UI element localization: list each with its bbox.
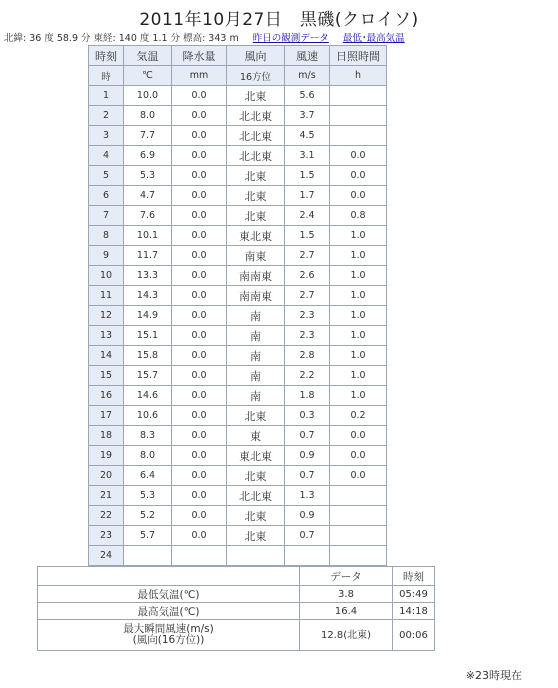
wind-speed-cell: 0.7 [285, 526, 330, 546]
temperature-cell: 6.4 [124, 466, 172, 486]
table-row [89, 486, 387, 506]
sunshine-cell: 1.0 [330, 366, 387, 386]
wind-speed-cell: 2.7 [285, 246, 330, 266]
prev-day-data-link[interactable]: 昨日の観測データ [252, 33, 329, 44]
sunshine-cell: 0.0 [330, 146, 387, 166]
wind-direction-cell: 南 [227, 366, 285, 386]
sunshine-cell: 1.0 [330, 286, 387, 306]
table-row [89, 246, 387, 266]
summary-header: データ [300, 567, 393, 586]
table-row [89, 406, 387, 426]
summary-value: 3.8 [300, 586, 393, 603]
temperature-cell: 10.0 [124, 86, 172, 106]
sunshine-cell: 1.0 [330, 386, 387, 406]
table-row [89, 446, 387, 466]
summary-time: 00:06 [393, 620, 435, 651]
wind-speed-cell: 3.7 [285, 106, 330, 126]
wind-direction-cell: 北北東 [227, 126, 285, 146]
temperature-cell: 13.3 [124, 266, 172, 286]
summary-row-max-temp [38, 603, 435, 620]
precipitation-cell: 0.0 [172, 486, 227, 506]
temperature-cell: 14.6 [124, 386, 172, 406]
location-info: 北緯: 36 度 58.9 分 東経: 140 度 1.1 分 標高: 343 m [4, 33, 239, 44]
wind-speed-cell: 0.9 [285, 446, 330, 466]
hour-cell: 19 [89, 446, 124, 466]
precipitation-cell: 0.0 [172, 166, 227, 186]
hour-cell: 15 [89, 366, 124, 386]
wind-speed-cell: 2.3 [285, 306, 330, 326]
hour-cell: 13 [89, 326, 124, 346]
temperature-cell: 7.6 [124, 206, 172, 226]
hour-cell: 4 [89, 146, 124, 166]
sunshine-cell [330, 486, 387, 506]
precipitation-cell: 0.0 [172, 86, 227, 106]
sunshine-cell: 1.0 [330, 346, 387, 366]
hour-cell: 14 [89, 346, 124, 366]
wind-speed-cell: 3.1 [285, 146, 330, 166]
sunshine-cell: 1.0 [330, 266, 387, 286]
daily-summary-table [37, 566, 435, 651]
precipitation-cell: 0.0 [172, 286, 227, 306]
precipitation-cell: 0.0 [172, 266, 227, 286]
precipitation-cell: 0.0 [172, 386, 227, 406]
temperature-cell: 5.3 [124, 166, 172, 186]
wind-direction-cell: 南南東 [227, 286, 285, 306]
sunshine-cell: 0.0 [330, 426, 387, 446]
wind-direction-cell: 北東 [227, 206, 285, 226]
sunshine-cell: 1.0 [330, 246, 387, 266]
precipitation-cell: 0.0 [172, 446, 227, 466]
wind-speed-cell: 2.8 [285, 346, 330, 366]
wind-direction-cell: 東 [227, 426, 285, 446]
station-info-bar [4, 30, 556, 44]
wind-direction-cell: 東北東 [227, 226, 285, 246]
wind-speed-cell: 4.5 [285, 126, 330, 146]
column-header: 風速 [285, 46, 330, 66]
sunshine-cell [330, 126, 387, 146]
table-row [89, 546, 387, 566]
wind-speed-cell: 1.8 [285, 386, 330, 406]
table-row [89, 266, 387, 286]
table-row [89, 186, 387, 206]
temperature-cell: 6.9 [124, 146, 172, 166]
wind-speed-cell: 0.9 [285, 506, 330, 526]
hour-cell: 9 [89, 246, 124, 266]
wind-direction-cell: 北東 [227, 86, 285, 106]
hour-cell: 10 [89, 266, 124, 286]
column-header: 気温 [124, 46, 172, 66]
wind-speed-cell: 1.5 [285, 166, 330, 186]
precipitation-cell [172, 546, 227, 566]
summary-header-row [38, 567, 435, 586]
wind-speed-cell: 1.5 [285, 226, 330, 246]
column-header: 時刻 [89, 46, 124, 66]
wind-speed-cell: 0.3 [285, 406, 330, 426]
page-title: 2011年10月27日 黒磯(クロイソ) [139, 10, 419, 30]
precipitation-cell: 0.0 [172, 366, 227, 386]
wind-direction-cell: 北東 [227, 466, 285, 486]
wind-direction-cell: 南東 [227, 246, 285, 266]
sunshine-cell: 0.0 [330, 166, 387, 186]
precipitation-cell: 0.0 [172, 526, 227, 546]
temperature-cell: 10.6 [124, 406, 172, 426]
precipitation-cell: 0.0 [172, 246, 227, 266]
precipitation-cell: 0.0 [172, 406, 227, 426]
table-row [89, 526, 387, 546]
wind-direction-cell: 東北東 [227, 446, 285, 466]
sunshine-cell [330, 546, 387, 566]
hour-cell: 7 [89, 206, 124, 226]
wind-speed-cell: 2.6 [285, 266, 330, 286]
precipitation-cell: 0.0 [172, 126, 227, 146]
update-note: ※23時現在 [465, 669, 522, 682]
summary-value: 12.8(北東) [300, 620, 393, 651]
wind-direction-cell: 南 [227, 386, 285, 406]
hour-cell: 22 [89, 506, 124, 526]
temperature-cell: 15.1 [124, 326, 172, 346]
temperature-cell: 14.9 [124, 306, 172, 326]
hour-cell: 16 [89, 386, 124, 406]
sunshine-cell: 0.0 [330, 186, 387, 206]
summary-time: 05:49 [393, 586, 435, 603]
table-row [89, 306, 387, 326]
precipitation-cell: 0.0 [172, 186, 227, 206]
hour-cell: 17 [89, 406, 124, 426]
sunshine-cell: 0.8 [330, 206, 387, 226]
temperature-cell: 4.7 [124, 186, 172, 206]
hour-cell: 12 [89, 306, 124, 326]
temperature-cell: 10.1 [124, 226, 172, 246]
unit-label: ℃ [124, 66, 172, 86]
unit-label: h [330, 66, 387, 86]
wind-speed-cell: 2.4 [285, 206, 330, 226]
hour-cell: 20 [89, 466, 124, 486]
sunshine-cell: 1.0 [330, 226, 387, 246]
precipitation-cell: 0.0 [172, 306, 227, 326]
table-row [89, 206, 387, 226]
column-header: 風向 [227, 46, 285, 66]
table-row [89, 386, 387, 406]
wind-direction-cell: 北北東 [227, 106, 285, 126]
wind-direction-cell: 南 [227, 306, 285, 326]
wind-speed-cell [285, 546, 330, 566]
sunshine-cell: 0.0 [330, 446, 387, 466]
table-row [89, 426, 387, 446]
wind-speed-cell: 1.3 [285, 486, 330, 506]
summary-header: 時刻 [393, 567, 435, 586]
wind-speed-cell: 0.7 [285, 466, 330, 486]
table-row [89, 506, 387, 526]
temperature-cell: 15.7 [124, 366, 172, 386]
sunshine-cell: 0.2 [330, 406, 387, 426]
table-row [89, 466, 387, 486]
summary-time: 14:18 [393, 603, 435, 620]
table-row [89, 126, 387, 146]
hour-cell: 24 [89, 546, 124, 566]
table-row [89, 146, 387, 166]
sunshine-cell [330, 526, 387, 546]
temperature-cell: 5.7 [124, 526, 172, 546]
column-header: 降水量 [172, 46, 227, 66]
summary-value: 16.4 [300, 603, 393, 620]
hour-cell: 8 [89, 226, 124, 246]
summary-row-min-temp [38, 586, 435, 603]
temperature-cell: 11.7 [124, 246, 172, 266]
summary-row-max-gust [38, 620, 435, 651]
wind-direction-cell: 南南東 [227, 266, 285, 286]
unit-label: m/s [285, 66, 330, 86]
precipitation-cell: 0.0 [172, 146, 227, 166]
summary-header [38, 567, 300, 586]
hour-cell: 23 [89, 526, 124, 546]
summary-label: 最高気温(℃) [38, 603, 300, 620]
precipitation-cell: 0.0 [172, 426, 227, 446]
hour-cell: 21 [89, 486, 124, 506]
wind-direction-cell: 北東 [227, 506, 285, 526]
table-row [89, 106, 387, 126]
table-units-row [89, 66, 387, 86]
table-row [89, 366, 387, 386]
temperature-cell: 15.8 [124, 346, 172, 366]
precipitation-cell: 0.0 [172, 506, 227, 526]
unit-label: 時 [89, 66, 124, 86]
sunshine-cell [330, 506, 387, 526]
wind-direction-cell: 北北東 [227, 486, 285, 506]
table-row [89, 326, 387, 346]
wind-direction-cell: 南 [227, 346, 285, 366]
temperature-cell: 5.3 [124, 486, 172, 506]
wind-direction-cell: 北東 [227, 526, 285, 546]
wind-speed-cell: 2.7 [285, 286, 330, 306]
temperature-cell: 8.0 [124, 106, 172, 126]
wind-direction-cell: 北東 [227, 166, 285, 186]
table-row [89, 166, 387, 186]
column-header: 日照時間 [330, 46, 387, 66]
table-row [89, 86, 387, 106]
precipitation-cell: 0.0 [172, 106, 227, 126]
table-row [89, 226, 387, 246]
table-row [89, 346, 387, 366]
wind-direction-cell: 南 [227, 326, 285, 346]
precipitation-cell: 0.0 [172, 466, 227, 486]
wind-speed-cell: 0.7 [285, 426, 330, 446]
precipitation-cell: 0.0 [172, 226, 227, 246]
wind-speed-cell: 5.6 [285, 86, 330, 106]
wind-speed-cell: 2.3 [285, 326, 330, 346]
temperature-cell [124, 546, 172, 566]
wind-speed-cell: 1.7 [285, 186, 330, 206]
min-max-temp-link[interactable]: 最低･最高気温 [342, 33, 405, 44]
temperature-cell: 8.3 [124, 426, 172, 446]
hour-cell: 1 [89, 86, 124, 106]
hour-cell: 18 [89, 426, 124, 446]
unit-label: 16方位 [227, 66, 285, 86]
summary-label: 最低気温(℃) [38, 586, 300, 603]
hour-cell: 3 [89, 126, 124, 146]
hour-cell: 5 [89, 166, 124, 186]
wind-direction-cell [227, 546, 285, 566]
sunshine-cell: 1.0 [330, 306, 387, 326]
wind-direction-cell: 北東 [227, 186, 285, 206]
hour-cell: 11 [89, 286, 124, 306]
hour-cell: 6 [89, 186, 124, 206]
hour-cell: 2 [89, 106, 124, 126]
precipitation-cell: 0.0 [172, 326, 227, 346]
temperature-cell: 14.3 [124, 286, 172, 306]
temperature-cell: 8.0 [124, 446, 172, 466]
sunshine-cell [330, 106, 387, 126]
precipitation-cell: 0.0 [172, 206, 227, 226]
hourly-observation-table [88, 45, 387, 566]
temperature-cell: 7.7 [124, 126, 172, 146]
unit-label: mm [172, 66, 227, 86]
wind-direction-cell: 北東 [227, 406, 285, 426]
summary-label: 最大瞬間風速(m/s) (風向(16方位)) [38, 620, 300, 651]
wind-speed-cell: 2.2 [285, 366, 330, 386]
precipitation-cell: 0.0 [172, 346, 227, 366]
wind-direction-cell: 北北東 [227, 146, 285, 166]
table-row [89, 286, 387, 306]
sunshine-cell: 0.0 [330, 466, 387, 486]
table-header-row [89, 46, 387, 66]
temperature-cell: 5.2 [124, 506, 172, 526]
sunshine-cell [330, 86, 387, 106]
sunshine-cell: 1.0 [330, 326, 387, 346]
